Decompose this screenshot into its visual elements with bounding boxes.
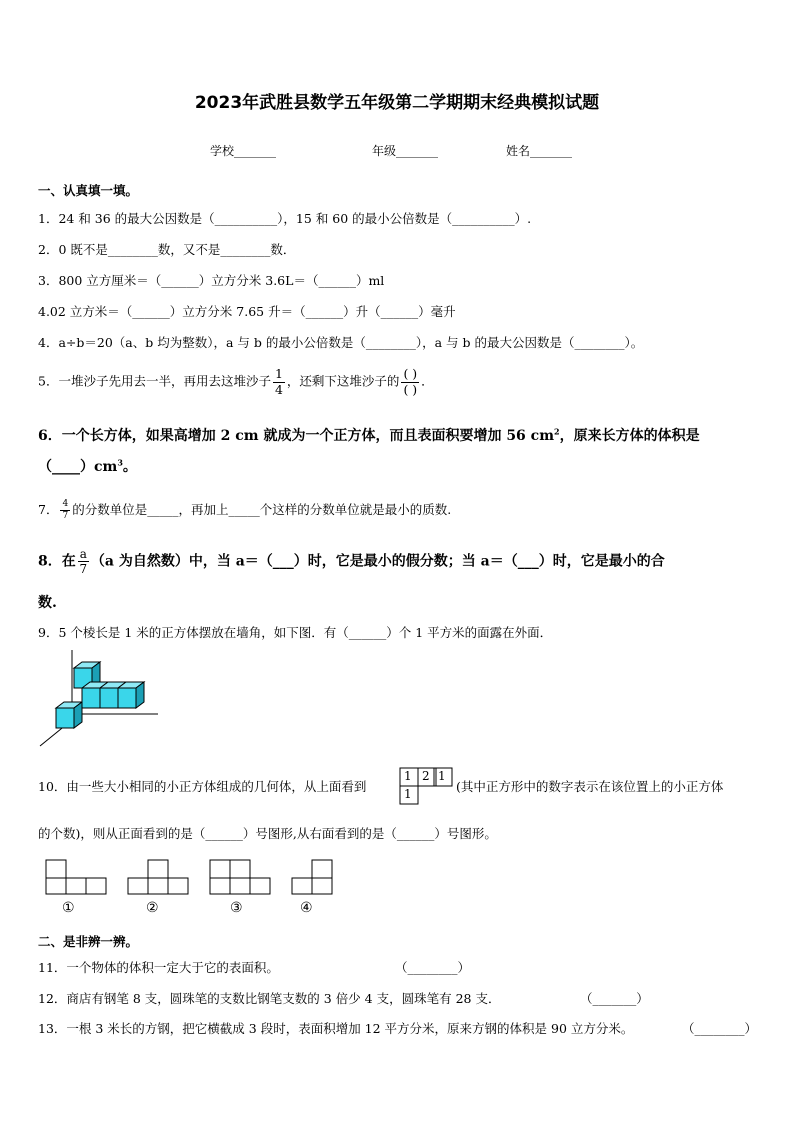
q8-fraction [78,548,89,575]
school-field[interactable]: 学校_______ [210,144,277,158]
q8-post: （a 为自然数）中，当 a＝（___）时，它是最小的假分数；当 a＝（___）时，它是最小的合 [90,553,665,570]
option-figure-1 [46,860,106,894]
q10-grid-cell-2: 2 [422,769,430,783]
q5-text-mid: ，还剩下这堆沙子的 [286,373,400,389]
q7-frac-den: 7 [62,511,69,521]
question-4a: 4.02 立方米＝（______）立方分米 7.65 升＝（______）升（______）毫升 [38,304,456,319]
q6-sup-3: 3 [117,457,123,468]
q10-grid-cell-4: 1 [404,787,412,801]
cube-front [56,688,100,728]
q6-line2-pre: （____）cm [38,459,118,475]
question-10-line2: 的个数)，则从正面看到的是（______）号图形,从右面看到的是（______）号图形。 [38,826,497,841]
q9-corner-cubes-figure [36,648,166,750]
option-label-4[interactable]: ④ [300,900,313,916]
question-7 [38,500,451,521]
option-figure-3 [210,860,270,894]
q5-answer-fraction[interactable] [401,368,419,396]
q7-pre: 7． [38,502,59,517]
q5-fraction [273,368,285,396]
grade-field[interactable]: 年级_______ [372,144,439,158]
q6-line1-pre: 6．一个长方体，如果高增加 2 cm 就成为一个正方体，而且表面积要增加 56 cm [38,428,555,444]
q11-answer-blank[interactable]: （________） [395,960,471,975]
q8-pre: 8．在 [38,553,76,570]
q5-frac-den: 4 [274,381,283,397]
q7-fraction [60,500,70,521]
q13-answer-blank[interactable]: （________） [682,1021,758,1036]
q5-blank-den: ( ) [403,381,418,397]
q5-text-pre: 5．一堆沙子先用去一半，再用去这堆沙子 [38,373,271,389]
option-figure-2 [128,860,188,894]
question-8-line2: 数. [38,595,57,611]
option-label-2[interactable]: ② [146,900,159,916]
q6-line2-post: 。 [122,459,137,475]
question-12: 12．商店有钢笔 8 支，圆珠笔的支数比钢笔支数的 3 倍少 4 支，圆珠笔有 28 支． [38,991,501,1006]
section1-heading: 一、认真填一填。 [38,183,139,198]
q5-frac-num: 1 [274,366,283,381]
q5-blank-num: ( ) [403,366,418,381]
q7-frac-num: 4 [62,499,69,509]
q6-line1-post: ，原来长方体的体积是 [559,428,700,444]
option-figure-4 [292,860,332,894]
q5-text-post: ． [421,373,434,389]
question-8-line1 [38,548,665,575]
question-4b: 4．a÷b＝20（a、b 均为整数），a 与 b 的最小公倍数是（________），a 与 b 的最大公因数是（________）。 [38,335,644,350]
q10-grid-cell-3: 1 [438,769,446,783]
page-title: 2023年武胜县数学五年级第二学期期末经典模拟试题 [194,93,600,113]
question-13: 13．一根 3 米长的方钢，把它横截成 3 段时，表面积增加 12 平方分米，原来方钢的体积是 90 立方分米。 [38,1021,634,1036]
question-10-line1: 10．由一些大小相同的小正方体组成的几何体，从上面看到 [38,779,367,794]
question-10-line1-post: (其中正方形中的数字表示在该位置上的小正方体 [456,779,724,794]
question-2: 2．0 既不是________数，又不是________数． [38,242,296,257]
q10-grid-cell-1: 1 [404,769,412,783]
q12-answer-blank[interactable]: （_______） [580,991,649,1006]
question-1: 1．24 和 36 的最大公因数是（__________），15 和 60 的最小公倍数是（__________）. [38,211,532,226]
question-3: 3．800 立方厘米＝（______）立方分米 3.6L＝（______）ml [38,273,385,288]
question-6-line1 [38,425,700,445]
question-9: 9．5 个棱长是 1 米的正方体摆放在墙角，如下图．有（______）个 1 平方米的面露在外面． [38,625,553,640]
question-5 [38,368,434,396]
q7-post: 的分数单位是_____，再加上_____个这样的分数单位就是最小的质数. [72,502,452,517]
name-field[interactable]: 姓名_______ [506,144,573,158]
q10-top-view-grid [398,766,454,806]
q10-option-figures [36,856,336,920]
question-11: 11．一个物体的体积一定大于它的表面积。 [38,960,279,975]
option-label-1[interactable]: ① [62,900,75,916]
section2-heading: 二、是非辨一辨。 [38,934,139,949]
question-6-line2 [38,456,137,476]
q8-frac-num: a [79,547,87,561]
q8-frac-den: 7 [79,562,88,576]
q6-sup-2: 2 [554,426,560,437]
option-label-3[interactable]: ③ [230,900,243,916]
